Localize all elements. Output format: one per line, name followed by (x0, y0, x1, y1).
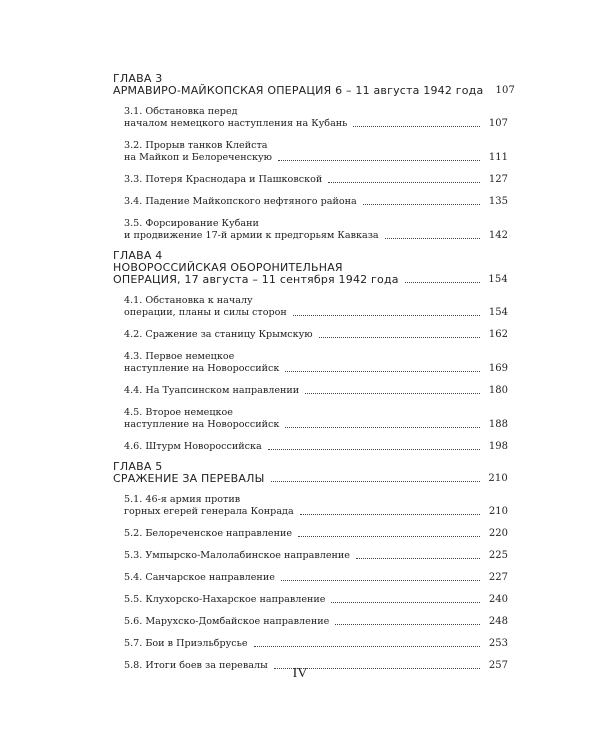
dot-leader (254, 645, 480, 647)
chapter-title-row[interactable] (113, 84, 516, 97)
toc-section-entry[interactable] (124, 218, 508, 242)
toc-section-entry[interactable] (124, 385, 508, 397)
section-title: 4.6. Штурм Новороссийска (124, 441, 262, 452)
chapter-label: ГЛАВА 3 (113, 72, 163, 85)
section-title-row (124, 419, 508, 431)
toc-section-entry[interactable] (124, 351, 508, 375)
page-number: 107 (495, 85, 516, 96)
chapter-block (113, 72, 516, 242)
toc-section-entry[interactable] (124, 140, 508, 164)
toc-section-entry[interactable] (124, 616, 508, 628)
section-title-row (124, 550, 508, 562)
dot-leader (353, 125, 480, 127)
chapter-heading (113, 250, 508, 286)
page-number: 180 (488, 385, 508, 396)
section-title-row (124, 118, 508, 130)
chapter-title: ОПЕРАЦИЯ, 17 августа – 11 сентября 1942 года (113, 273, 399, 286)
page-number: 135 (488, 196, 508, 207)
dot-leader (293, 314, 480, 316)
dot-leader (385, 237, 480, 239)
toc-section-entry[interactable] (124, 572, 508, 584)
page-number: 127 (488, 174, 508, 185)
page-number: 225 (488, 550, 508, 561)
section-title-line: 4.1. Обстановка к началу (124, 295, 253, 306)
section-title-row (124, 363, 508, 375)
chapter-block (113, 461, 508, 672)
dot-leader (319, 336, 480, 338)
section-title-line: 5.1. 46-я армия против (124, 494, 241, 505)
section-title-row (124, 528, 508, 540)
page-number: 154 (488, 307, 508, 318)
section-title: и продвижение 17-й армии к предгорьям Кавказа (124, 230, 379, 241)
chapter-block (113, 250, 508, 453)
page-number: 154 (488, 274, 508, 285)
section-title-row (124, 638, 508, 650)
dot-leader (268, 448, 480, 450)
chapter-heading (113, 461, 508, 485)
toc-section-entry[interactable] (124, 329, 508, 341)
dot-leader (285, 370, 480, 372)
dot-leader (278, 159, 480, 161)
toc-section-entry[interactable] (124, 174, 508, 186)
section-title-line: 4.3. Первое немецкое (124, 351, 235, 362)
section-title-row (124, 174, 508, 186)
section-title: началом немецкого наступления на Кубань (124, 118, 348, 129)
toc-section-entry[interactable] (124, 106, 508, 130)
chapter-title: СРАЖЕНИЕ ЗА ПЕРЕВАЛЫ (113, 472, 265, 485)
section-title-row (124, 152, 508, 164)
toc-section-entry[interactable] (124, 196, 508, 208)
section-title: 4.4. На Туапсинском направлении (124, 385, 300, 396)
section-title-line: 3.2. Прорыв танков Клейста (124, 140, 268, 151)
toc-section-entry[interactable] (124, 638, 508, 650)
toc-section-entry[interactable] (124, 407, 508, 431)
section-title: 4.2. Сражение за станицу Крымскую (124, 329, 313, 340)
section-title: 5.3. Умпырско-Малолабинское направление (124, 550, 350, 561)
chapter-title-row[interactable] (113, 473, 508, 485)
chapter-title-row[interactable] (113, 274, 508, 286)
dot-leader (328, 181, 480, 183)
page-number: 248 (488, 616, 508, 627)
dot-leader (271, 480, 480, 482)
dot-leader (298, 535, 480, 537)
section-title-row (124, 594, 508, 606)
chapter-title-line: НОВОРОССИЙСКАЯ ОБОРОНИТЕЛЬНАЯ (113, 261, 343, 274)
dot-leader (356, 557, 480, 559)
section-title: наступление на Новороссийск (124, 419, 280, 430)
section-title-line: 4.5. Второе немецкое (124, 407, 233, 418)
toc-section-entry[interactable] (124, 594, 508, 606)
page-number: 162 (488, 329, 508, 340)
page-number: 198 (488, 441, 508, 452)
dot-leader (285, 426, 480, 428)
section-title: 5.5. Клухорско-Нахарское направление (124, 594, 326, 605)
section-title-row (124, 329, 508, 341)
section-title-line: 3.5. Форсирование Кубани (124, 218, 259, 229)
section-title-row (124, 572, 508, 584)
page-number: 107 (488, 118, 508, 129)
page-number: 142 (488, 230, 508, 241)
section-title-row (124, 385, 508, 397)
section-title-row (124, 196, 508, 208)
section-title: 5.8. Итоги боев за перевалы (124, 660, 268, 671)
section-title-row (124, 307, 508, 319)
toc-section-entry[interactable] (124, 550, 508, 562)
section-title: 5.6. Марухско-Домбайское направление (124, 616, 330, 627)
section-title: 5.7. Бои в Приэльбрусье (124, 638, 248, 649)
page-number: 210 (488, 506, 508, 517)
section-title: 3.4. Падение Майкопского нефтяного района (124, 196, 357, 207)
section-title: на Майкоп и Белореченскую (124, 152, 272, 163)
dot-leader (281, 579, 480, 581)
page-number: 210 (488, 473, 508, 484)
page-folio: IV (292, 666, 308, 681)
chapter-heading (113, 72, 516, 97)
dot-leader (335, 623, 480, 625)
page-number: 227 (488, 572, 508, 583)
dot-leader (405, 281, 480, 283)
section-title: операции, планы и силы сторон (124, 307, 287, 318)
page-number: 220 (488, 528, 508, 539)
toc-section-entry[interactable] (124, 295, 508, 319)
section-title: горных егерей генерала Конрада (124, 506, 294, 517)
dot-leader (331, 601, 480, 603)
section-title-line: 3.1. Обстановка перед (124, 106, 238, 117)
page-number: 240 (488, 594, 508, 605)
dot-leader (305, 392, 480, 394)
section-title: 5.4. Санчарское направление (124, 572, 275, 583)
section-title-row (124, 230, 508, 242)
dot-leader (363, 203, 480, 205)
section-title: наступление на Новороссийск (124, 363, 280, 374)
page-number: 253 (488, 638, 508, 649)
toc-section-entry[interactable] (124, 528, 508, 540)
toc-section-entry[interactable] (124, 494, 508, 518)
chapter-label: ГЛАВА 5 (113, 460, 163, 473)
page-number: 257 (488, 660, 508, 671)
toc-section-entry[interactable] (124, 441, 508, 453)
section-title-row (124, 616, 508, 628)
section-title: 3.3. Потеря Краснодара и Пашковской (124, 174, 323, 185)
page-number: 169 (488, 363, 508, 374)
section-title: 5.2. Белореченское направление (124, 528, 293, 539)
section-title-row (124, 506, 508, 518)
table-of-contents (113, 72, 516, 672)
section-title-row (124, 441, 508, 453)
chapter-title: АРМАВИРО-МАЙКОПСКАЯ ОПЕРАЦИЯ 6 – 11 августа 1942 года (113, 84, 484, 97)
page-number: 188 (488, 419, 508, 430)
dot-leader (300, 513, 480, 515)
chapter-label: ГЛАВА 4 (113, 249, 163, 262)
page-number: 111 (488, 152, 508, 163)
